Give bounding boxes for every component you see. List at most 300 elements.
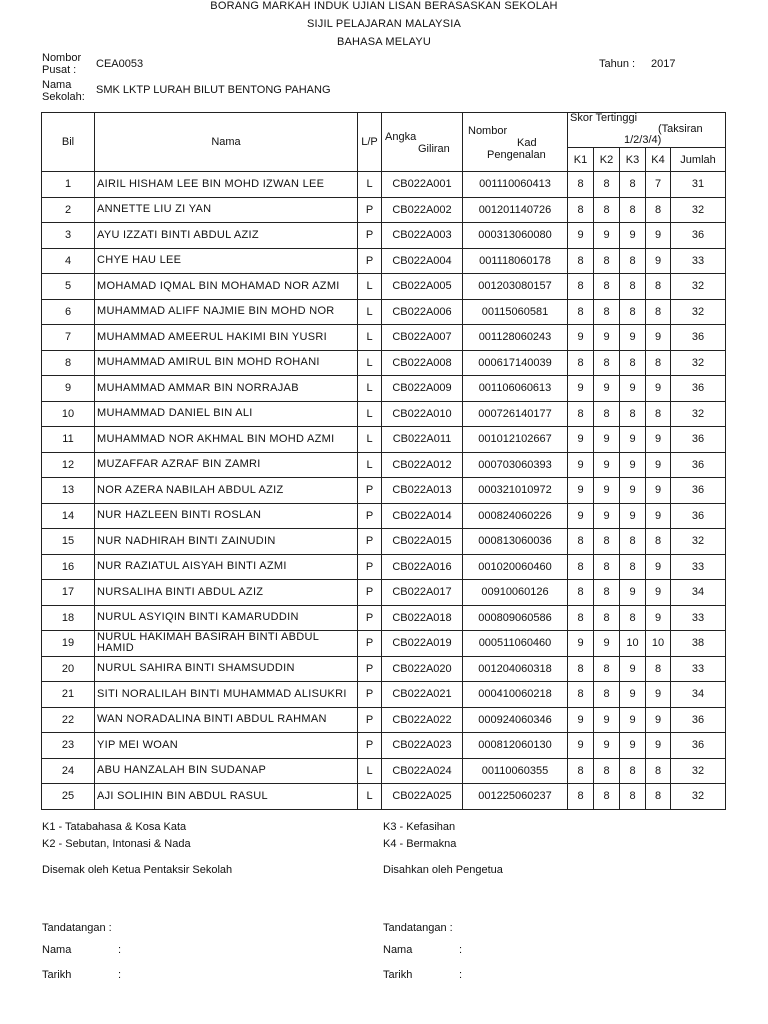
row-lp: P [358, 197, 382, 223]
row-k4-score: 9 [646, 605, 671, 631]
row-angka-giliran: CB022A020 [382, 656, 463, 682]
row-k1-score: 8 [568, 350, 594, 376]
row-ic-number: 000726140177 [463, 401, 568, 427]
pengenalan-label: Pengenalan [487, 149, 546, 161]
legend-k3: K3 - Kefasihan [383, 821, 456, 833]
row-jumlah: 36 [671, 325, 726, 351]
row-k4-score: 9 [646, 707, 671, 733]
row-bil: 22 [42, 707, 95, 733]
row-k3-score: 8 [620, 197, 646, 223]
row-bil: 12 [42, 452, 95, 478]
row-k3-score: 9 [620, 376, 646, 402]
row-k3-score: 10 [620, 631, 646, 657]
col-header-k2: K2 [594, 148, 620, 172]
row-k2-score: 8 [594, 529, 620, 555]
row-nama: MUHAMMAD ALIFF NAJMIE BIN MOHD NOR [95, 299, 358, 325]
taksiran-scale-label: 1/2/3/4) [624, 134, 662, 146]
table-row [42, 478, 726, 504]
row-k3-score: 9 [620, 452, 646, 478]
col-header-nama: Nama [95, 113, 358, 172]
row-angka-giliran: CB022A021 [382, 682, 463, 708]
row-k3-score: 9 [620, 733, 646, 759]
row-bil: 11 [42, 427, 95, 453]
row-jumlah: 32 [671, 784, 726, 810]
row-k3-score: 9 [620, 707, 646, 733]
row-k4-score: 10 [646, 631, 671, 657]
table-row [42, 299, 726, 325]
row-k2-score: 9 [594, 707, 620, 733]
row-jumlah: 38 [671, 631, 726, 657]
row-k3-score: 9 [620, 580, 646, 606]
giliran-label: Giliran [418, 143, 450, 155]
row-ic-number: 000617140039 [463, 350, 568, 376]
col-header-angka-giliran [382, 113, 463, 172]
row-angka-giliran: CB022A005 [382, 274, 463, 300]
row-ic-number: 000511060460 [463, 631, 568, 657]
row-k4-score: 8 [646, 784, 671, 810]
row-lp: P [358, 707, 382, 733]
row-nama: NURUL HAKIMAH BASIRAH BINTI ABDUL HAMID [95, 631, 358, 657]
right-tarikh-colon: : [459, 969, 463, 981]
row-k3-score: 8 [620, 350, 646, 376]
row-k1-score: 9 [568, 733, 594, 759]
row-jumlah: 34 [671, 580, 726, 606]
row-angka-giliran: CB022A015 [382, 529, 463, 555]
row-k2-score: 9 [594, 376, 620, 402]
table-row [42, 452, 726, 478]
row-k4-score: 8 [646, 529, 671, 555]
row-jumlah: 32 [671, 529, 726, 555]
table-row [42, 682, 726, 708]
row-ic-number: 000410060218 [463, 682, 568, 708]
row-bil: 2 [42, 197, 95, 223]
nombor-pusat-label-2: Pusat : [42, 64, 77, 76]
nama-sekolah-label-1: Nama [42, 79, 72, 91]
row-angka-giliran: CB022A002 [382, 197, 463, 223]
table-row [42, 707, 726, 733]
row-jumlah: 36 [671, 478, 726, 504]
row-nama: NOR AZERA NABILAH ABDUL AZIZ [95, 478, 358, 504]
row-nama: ANNETTE LIU ZI YAN [95, 197, 358, 223]
table-row [42, 580, 726, 606]
row-lp: L [358, 784, 382, 810]
col-header-jumlah: Jumlah [671, 148, 726, 172]
row-ic-number: 001204060318 [463, 656, 568, 682]
table-row [42, 376, 726, 402]
row-jumlah: 32 [671, 274, 726, 300]
row-nama: AYU IZZATI BINTI ABDUL AZIZ [95, 223, 358, 249]
row-k4-score: 9 [646, 554, 671, 580]
row-nama: MOHAMAD IQMAL BIN MOHAMAD NOR AZMI [95, 274, 358, 300]
table-row [42, 401, 726, 427]
row-jumlah: 36 [671, 427, 726, 453]
row-ic-number: 00110060355 [463, 758, 568, 784]
row-jumlah: 33 [671, 248, 726, 274]
row-k2-score: 9 [594, 325, 620, 351]
table-row [42, 784, 726, 810]
exam-name: SIJIL PELAJARAN MALAYSIA [307, 18, 461, 30]
row-angka-giliran: CB022A007 [382, 325, 463, 351]
row-lp: P [358, 682, 382, 708]
row-angka-giliran: CB022A006 [382, 299, 463, 325]
row-k2-score: 8 [594, 580, 620, 606]
row-jumlah: 33 [671, 605, 726, 631]
row-k4-score: 9 [646, 682, 671, 708]
row-k1-score: 8 [568, 274, 594, 300]
row-jumlah: 36 [671, 223, 726, 249]
table-row [42, 529, 726, 555]
row-k3-score: 8 [620, 172, 646, 198]
row-angka-giliran: CB022A019 [382, 631, 463, 657]
row-bil: 6 [42, 299, 95, 325]
row-lp: P [358, 631, 382, 657]
left-sign-title: Disemak oleh Ketua Pentaksir Sekolah [42, 864, 233, 876]
row-k2-score: 9 [594, 631, 620, 657]
row-angka-giliran: CB022A016 [382, 554, 463, 580]
row-k4-score: 9 [646, 478, 671, 504]
col-header-k1: K1 [568, 148, 594, 172]
row-k4-score: 9 [646, 223, 671, 249]
row-angka-giliran: CB022A009 [382, 376, 463, 402]
taksiran-label: (Taksiran [658, 123, 703, 135]
row-bil: 9 [42, 376, 95, 402]
legend-k1: K1 - Tatabahasa & Kosa Kata [42, 821, 187, 833]
row-k1-score: 9 [568, 452, 594, 478]
row-jumlah: 36 [671, 452, 726, 478]
row-jumlah: 36 [671, 503, 726, 529]
row-lp: P [358, 656, 382, 682]
row-k4-score: 8 [646, 197, 671, 223]
row-k4-score: 8 [646, 299, 671, 325]
row-ic-number: 001110060413 [463, 172, 568, 198]
row-bil: 21 [42, 682, 95, 708]
nama-sekolah-value: SMK LKTP LURAH BILUT BENTONG PAHANG [96, 84, 331, 96]
row-k2-score: 9 [594, 427, 620, 453]
row-k3-score: 9 [620, 325, 646, 351]
row-nama: YIP MEI WOAN [95, 733, 358, 759]
row-bil: 16 [42, 554, 95, 580]
row-nama: CHYE HAU LEE [95, 248, 358, 274]
table-row [42, 733, 726, 759]
row-angka-giliran: CB022A011 [382, 427, 463, 453]
row-k2-score: 8 [594, 350, 620, 376]
nombor-pusat-value: CEA0053 [96, 58, 144, 70]
row-lp: P [358, 478, 382, 504]
row-angka-giliran: CB022A022 [382, 707, 463, 733]
row-k4-score: 8 [646, 401, 671, 427]
tahun-label: Tahun : [599, 58, 636, 70]
row-lp: P [358, 503, 382, 529]
left-nama-label: Nama [42, 944, 72, 956]
table-row [42, 172, 726, 198]
right-nama-colon: : [459, 944, 463, 956]
col-header-k4: K4 [646, 148, 671, 172]
row-k1-score: 8 [568, 682, 594, 708]
row-k3-score: 9 [620, 223, 646, 249]
row-k4-score: 8 [646, 758, 671, 784]
row-nama: MUHAMMAD NOR AKHMAL BIN MOHD AZMI [95, 427, 358, 453]
row-k1-score: 9 [568, 503, 594, 529]
row-bil: 10 [42, 401, 95, 427]
row-angka-giliran: CB022A008 [382, 350, 463, 376]
row-ic-number: 001118060178 [463, 248, 568, 274]
row-k2-score: 8 [594, 248, 620, 274]
col-header-lp: L/P [358, 113, 382, 172]
table-row [42, 758, 726, 784]
row-k2-score: 8 [594, 274, 620, 300]
table-row [42, 325, 726, 351]
row-ic-number: 001128060243 [463, 325, 568, 351]
row-bil: 14 [42, 503, 95, 529]
row-jumlah: 36 [671, 376, 726, 402]
table-row [42, 503, 726, 529]
col-header-k3: K3 [620, 148, 646, 172]
row-k2-score: 8 [594, 401, 620, 427]
row-ic-number: 000809060586 [463, 605, 568, 631]
row-jumlah: 32 [671, 197, 726, 223]
row-lp: P [358, 248, 382, 274]
row-nama: AIRIL HISHAM LEE BIN MOHD IZWAN LEE [95, 172, 358, 198]
row-bil: 17 [42, 580, 95, 606]
row-nama: NURSALIHA BINTI ABDUL AZIZ [95, 580, 358, 606]
row-bil: 8 [42, 350, 95, 376]
row-nama: WAN NORADALINA BINTI ABDUL RAHMAN [95, 707, 358, 733]
table-row [42, 248, 726, 274]
row-k1-score: 8 [568, 401, 594, 427]
col-header-skor [568, 113, 726, 148]
row-k4-score: 9 [646, 503, 671, 529]
row-k2-score: 8 [594, 605, 620, 631]
row-k3-score: 9 [620, 427, 646, 453]
row-k2-score: 8 [594, 554, 620, 580]
row-bil: 20 [42, 656, 95, 682]
right-nama-label: Nama [383, 944, 413, 956]
subject-name: BAHASA MELAYU [336, 36, 432, 48]
row-nama: NUR RAZIATUL AISYAH BINTI AZMI [95, 554, 358, 580]
row-jumlah: 33 [671, 656, 726, 682]
row-bil: 19 [42, 631, 95, 657]
nombor-pusat-label-1: Nombor [42, 52, 82, 64]
row-k3-score: 9 [620, 503, 646, 529]
row-nama: NURUL SAHIRA BINTI SHAMSUDDIN [95, 656, 358, 682]
row-k3-score: 9 [620, 682, 646, 708]
row-k4-score: 9 [646, 427, 671, 453]
row-lp: L [358, 274, 382, 300]
row-ic-number: 000812060130 [463, 733, 568, 759]
left-tandatangan-label: Tandatangan : [42, 922, 112, 934]
row-angka-giliran: CB022A013 [382, 478, 463, 504]
row-k1-score: 8 [568, 784, 594, 810]
row-jumlah: 32 [671, 758, 726, 784]
row-k1-score: 9 [568, 707, 594, 733]
row-ic-number: 001203080157 [463, 274, 568, 300]
row-k2-score: 9 [594, 452, 620, 478]
angka-label: Angka [385, 131, 417, 143]
row-k1-score: 9 [568, 223, 594, 249]
row-k1-score: 9 [568, 631, 594, 657]
row-lp: P [358, 529, 382, 555]
row-nama: MUZAFFAR AZRAF BIN ZAMRI [95, 452, 358, 478]
row-angka-giliran: CB022A025 [382, 784, 463, 810]
row-bil: 7 [42, 325, 95, 351]
row-jumlah: 32 [671, 401, 726, 427]
marks-table-body [42, 172, 726, 810]
row-bil: 18 [42, 605, 95, 631]
right-tandatangan-label: Tandatangan : [383, 922, 453, 934]
row-jumlah: 36 [671, 733, 726, 759]
row-k3-score: 8 [620, 758, 646, 784]
row-bil: 23 [42, 733, 95, 759]
skor-label: Skor Tertinggi [570, 112, 638, 124]
row-k2-score: 9 [594, 503, 620, 529]
table-row [42, 350, 726, 376]
row-bil: 5 [42, 274, 95, 300]
row-jumlah: 34 [671, 682, 726, 708]
row-k4-score: 9 [646, 248, 671, 274]
row-k1-score: 8 [568, 605, 594, 631]
row-k1-score: 9 [568, 325, 594, 351]
row-k1-score: 8 [568, 758, 594, 784]
row-lp: P [358, 605, 382, 631]
row-k2-score: 8 [594, 784, 620, 810]
row-k3-score: 8 [620, 605, 646, 631]
row-k1-score: 8 [568, 554, 594, 580]
row-bil: 3 [42, 223, 95, 249]
row-angka-giliran: CB022A001 [382, 172, 463, 198]
row-lp: L [358, 350, 382, 376]
row-nama: AJI SOLIHIN BIN ABDUL RASUL [95, 784, 358, 810]
row-k3-score: 9 [620, 656, 646, 682]
row-k1-score: 9 [568, 427, 594, 453]
row-k4-score: 8 [646, 274, 671, 300]
row-k2-score: 8 [594, 172, 620, 198]
row-angka-giliran: CB022A004 [382, 248, 463, 274]
row-nama: MUHAMMAD AMMAR BIN NORRAJAB [95, 376, 358, 402]
row-ic-number: 000313060080 [463, 223, 568, 249]
form-title: BORANG MARKAH INDUK UJIAN LISAN BERASASKAN SEKOLAH [210, 0, 558, 12]
row-k3-score: 8 [620, 784, 646, 810]
row-nama: NUR NADHIRAH BINTI ZAINUDIN [95, 529, 358, 555]
row-k2-score: 8 [594, 656, 620, 682]
row-k3-score: 8 [620, 554, 646, 580]
nama-sekolah-label-2: Sekolah: [42, 91, 85, 103]
table-row [42, 223, 726, 249]
row-lp: L [358, 427, 382, 453]
row-k2-score: 9 [594, 733, 620, 759]
row-k3-score: 8 [620, 299, 646, 325]
row-lp: L [358, 299, 382, 325]
marks-table [41, 112, 726, 810]
table-row [42, 274, 726, 300]
row-k1-score: 8 [568, 580, 594, 606]
col-header-bil: Bil [42, 113, 95, 172]
row-k2-score: 9 [594, 478, 620, 504]
row-jumlah: 32 [671, 350, 726, 376]
row-lp: L [358, 758, 382, 784]
row-ic-number: 000813060036 [463, 529, 568, 555]
row-ic-number: 00115060581 [463, 299, 568, 325]
row-k2-score: 8 [594, 197, 620, 223]
kad-label: Kad [517, 137, 537, 149]
row-ic-number: 001020060460 [463, 554, 568, 580]
row-ic-number: 000703060393 [463, 452, 568, 478]
row-k2-score: 9 [594, 223, 620, 249]
table-row [42, 656, 726, 682]
row-angka-giliran: CB022A014 [382, 503, 463, 529]
row-bil: 25 [42, 784, 95, 810]
row-k1-score: 8 [568, 172, 594, 198]
row-k1-score: 8 [568, 197, 594, 223]
row-jumlah: 32 [671, 299, 726, 325]
table-row [42, 197, 726, 223]
row-nama: NURUL ASYIQIN BINTI KAMARUDDIN [95, 605, 358, 631]
row-k3-score: 8 [620, 401, 646, 427]
right-sign-title: Disahkan oleh Pengetua [383, 864, 503, 876]
row-lp: P [358, 733, 382, 759]
row-k4-score: 9 [646, 733, 671, 759]
row-k1-score: 8 [568, 656, 594, 682]
row-k3-score: 8 [620, 529, 646, 555]
row-bil: 4 [42, 248, 95, 274]
row-k4-score: 9 [646, 452, 671, 478]
row-lp: L [358, 401, 382, 427]
row-ic-number: 001012102667 [463, 427, 568, 453]
row-lp: P [358, 580, 382, 606]
table-row [42, 427, 726, 453]
row-k2-score: 8 [594, 758, 620, 784]
row-lp: L [358, 452, 382, 478]
row-angka-giliran: CB022A010 [382, 401, 463, 427]
row-ic-number: 000824060226 [463, 503, 568, 529]
row-angka-giliran: CB022A012 [382, 452, 463, 478]
row-k3-score: 8 [620, 274, 646, 300]
row-k3-score: 8 [620, 248, 646, 274]
row-bil: 24 [42, 758, 95, 784]
row-angka-giliran: CB022A024 [382, 758, 463, 784]
tahun-value: 2017 [651, 58, 676, 70]
left-tarikh-colon: : [118, 969, 122, 981]
row-k3-score: 9 [620, 478, 646, 504]
row-nama: MUHAMMAD AMEERUL HAKIMI BIN YUSRI [95, 325, 358, 351]
row-k4-score: 9 [646, 325, 671, 351]
legend-k4: K4 - Bermakna [383, 838, 457, 850]
row-nama: SITI NORALILAH BINTI MUHAMMAD ALISUKRI [95, 682, 358, 708]
row-jumlah: 33 [671, 554, 726, 580]
row-k1-score: 8 [568, 299, 594, 325]
table-row [42, 631, 726, 657]
table-row [42, 605, 726, 631]
left-tarikh-label: Tarikh [42, 969, 72, 981]
row-lp: L [358, 376, 382, 402]
col-header-nombor-kad [463, 113, 568, 172]
row-k4-score: 8 [646, 350, 671, 376]
right-tarikh-label: Tarikh [383, 969, 413, 981]
row-nama: NUR HAZLEEN BINTI ROSLAN [95, 503, 358, 529]
row-nama: ABU HANZALAH BIN SUDANAP [95, 758, 358, 784]
row-angka-giliran: CB022A017 [382, 580, 463, 606]
row-ic-number: 000321010972 [463, 478, 568, 504]
row-k1-score: 9 [568, 376, 594, 402]
row-bil: 1 [42, 172, 95, 198]
row-k4-score: 8 [646, 656, 671, 682]
row-lp: P [358, 554, 382, 580]
legend-k2: K2 - Sebutan, Intonasi & Nada [42, 838, 191, 850]
nombor-label: Nombor [468, 125, 508, 137]
row-k1-score: 8 [568, 248, 594, 274]
row-k2-score: 8 [594, 299, 620, 325]
row-nama: MUHAMMAD AMIRUL BIN MOHD ROHANI [95, 350, 358, 376]
table-row [42, 554, 726, 580]
